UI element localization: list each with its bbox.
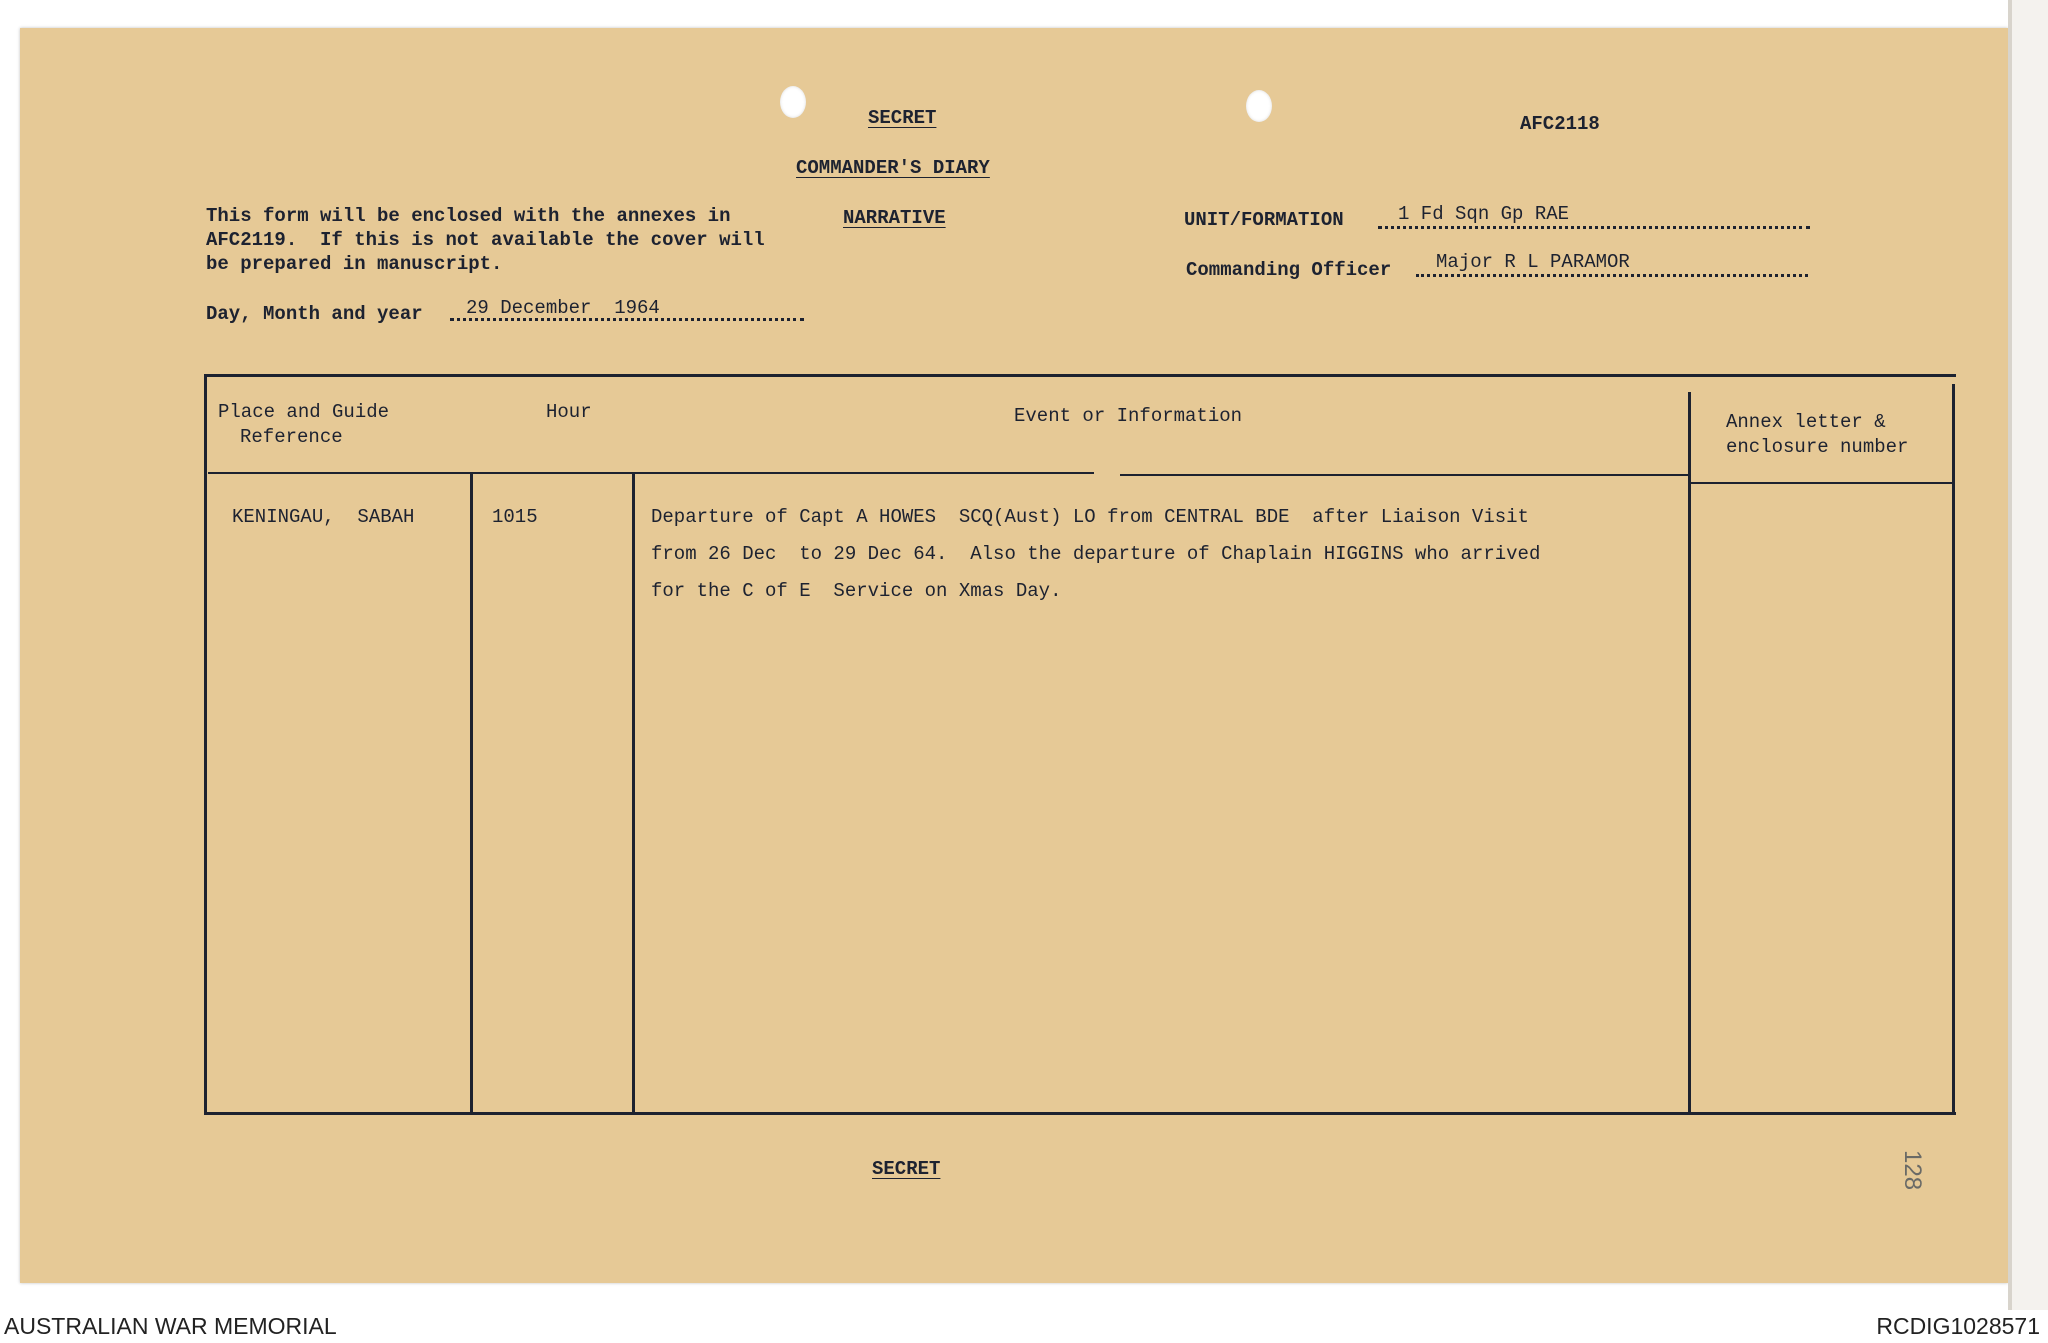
header-row-divider-right: [1688, 482, 1954, 484]
column-header-hour: Hour: [546, 401, 592, 423]
row-place: KENINGAU, SABAH: [232, 506, 415, 528]
date-label: Day, Month and year: [206, 303, 423, 325]
unit-label: UNIT/FORMATION: [1184, 209, 1344, 231]
table-left-border: [204, 374, 207, 1115]
unit-value: 1 Fd Sqn Gp RAE: [1398, 203, 1570, 225]
table-bottom-border: [204, 1112, 1956, 1115]
column-header-place-line-1: Place and Guide: [218, 401, 390, 423]
page-edge-shadow: [2008, 0, 2012, 1310]
secret-marking-top: SECRET: [868, 107, 937, 129]
row-event-line-1: Departure of Capt A HOWES SCQ(Aust) LO from CENTRAL BDE after Liaison Visit: [651, 506, 1529, 528]
header-row-divider-middle: [1120, 474, 1688, 476]
archive-caption-left: AUSTRALIAN WAR MEMORIAL: [4, 1313, 337, 1339]
date-value: 29 December 1964: [466, 297, 660, 319]
column-header-event: Event or Information: [1014, 405, 1243, 427]
column-header-annex-line-2: enclosure number: [1726, 436, 1909, 458]
unit-dotted-line: [1378, 226, 1810, 229]
archive-caption-right: RCDIG1028571: [1876, 1313, 2040, 1339]
instruction-line-3: be prepared in manuscript.: [206, 253, 503, 275]
secret-marking-bottom: SECRET: [872, 1158, 941, 1180]
table-right-border: [1952, 384, 1955, 1115]
column-divider-place: [470, 474, 473, 1114]
row-hour: 1015: [492, 506, 538, 528]
table-top-border: [204, 374, 1956, 377]
row-event-line-2: from 26 Dec to 29 Dec 64. Also the departure of Chaplain HIGGINS who arrived: [651, 543, 1541, 565]
commanding-officer-label: Commanding Officer: [1186, 259, 1392, 281]
document-title: COMMANDER'S DIARY: [796, 157, 990, 179]
punch-hole: [780, 86, 806, 118]
instruction-line-1: This form will be enclosed with the annexes in: [206, 205, 731, 227]
row-event-line-3: for the C of E Service on Xmas Day.: [651, 580, 1062, 602]
punch-hole: [1246, 90, 1272, 122]
column-divider-hour: [632, 474, 635, 1114]
header-row-divider-left: [208, 472, 1094, 474]
column-divider-annex: [1688, 392, 1691, 1114]
form-reference: AFC2118: [1520, 113, 1600, 135]
instruction-line-2: AFC2119. If this is not available the cover will: [206, 229, 765, 251]
column-header-place-line-2: Reference: [240, 426, 343, 448]
commanding-officer-dotted-line: [1416, 274, 1808, 277]
narrative-label: NARRATIVE: [843, 207, 946, 229]
page-edge: [2008, 0, 2048, 1310]
commanding-officer-value: Major R L PARAMOR: [1436, 251, 1630, 273]
column-header-annex-line-1: Annex letter &: [1726, 411, 1886, 433]
page-number: 128: [1899, 1150, 1926, 1191]
date-dotted-line: [450, 318, 804, 321]
